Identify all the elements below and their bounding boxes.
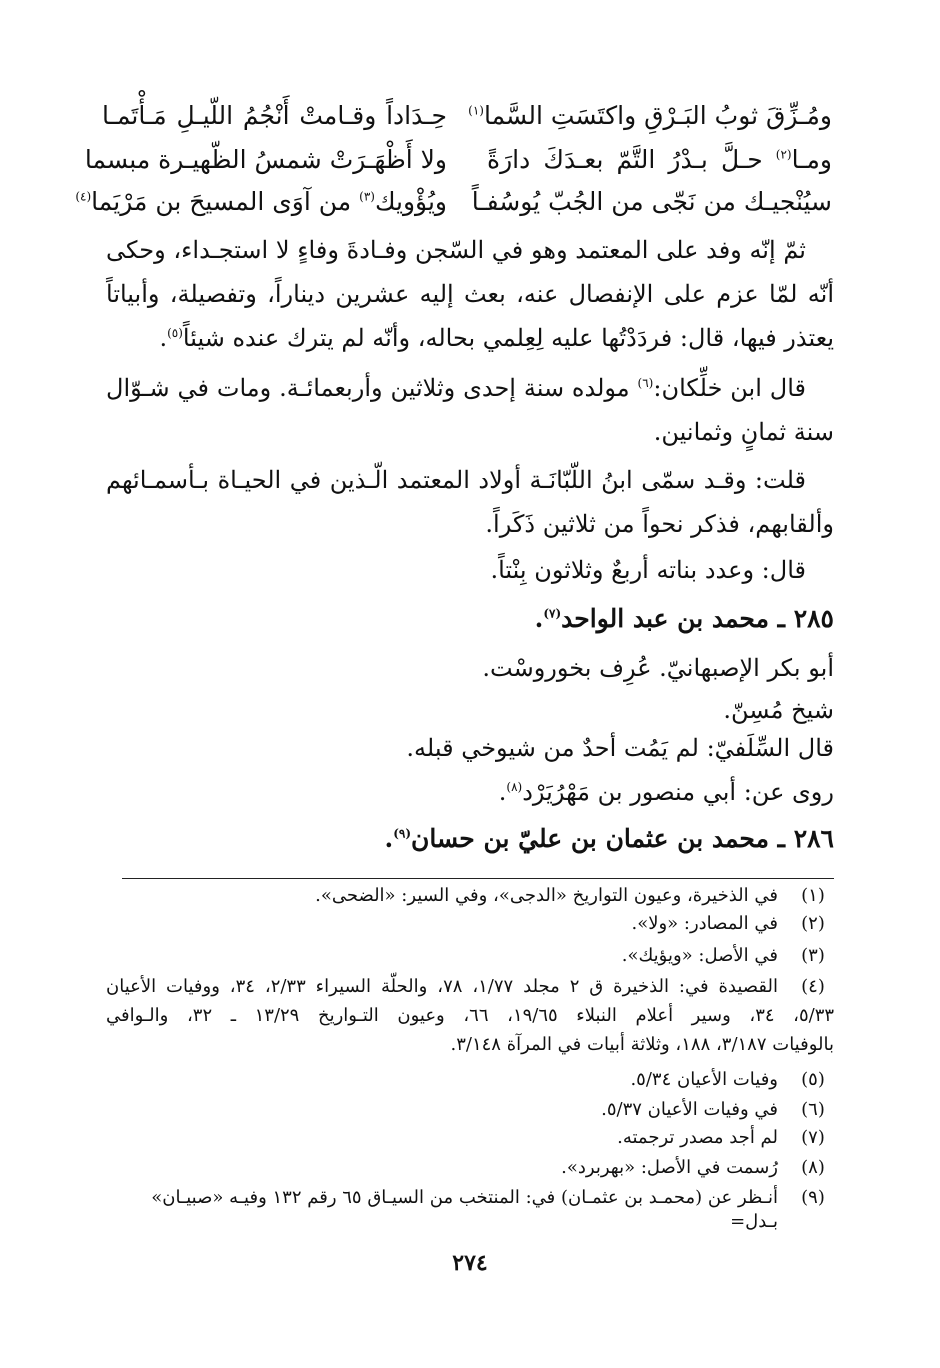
poem-verse-2 bbox=[84, 130, 832, 174]
entry-285-description: شيخ مُسِنّ. bbox=[723, 696, 834, 724]
poem-verse-3 bbox=[75, 172, 832, 216]
footnote-6: (٦) في وفيات الأعيان ٥/٣٧. bbox=[601, 1099, 825, 1120]
verse-2-first-hemistich: ومـا$^{(٢)}$ حـلَّ بـدْرُ التَّمّ بعـدَكَ دارَةً bbox=[487, 145, 832, 174]
poem-verse-1 bbox=[102, 86, 832, 130]
verse-2-second-hemistich: ولا أَظْهَـرَتْ شمسُ الظّهيـرة مبسما bbox=[84, 145, 447, 174]
footnote-4: (٤) القصيدة في: الذخيرة ق ٢ مجلد ١/٧٧، ٧٨، والحلّة السيراء ٢/٣٣، ٣٤، ووفيات الأعيان ٥/٣٣، ٣٤، وسير أعلام النبلاء ١٩/٦٥، ٦٦، وعيون التـواريخ ١٣/٢٩ ـ ٣٢، والـوافي بالوفيات ٣/١٨٧، ١٨٨، وثلاثة أبيات في المرآة ٣/١٤٨. bbox=[106, 976, 835, 1055]
footnote-5: (٥) وفيات الأعيان ٥/٣٤. bbox=[630, 1069, 825, 1090]
paragraph-daughters-count: قال: وعدد بناته أربعٌ وثلاثون بِنْتاً. bbox=[490, 556, 806, 584]
verse-3-second-hemistich: ويُؤْويك$^{(٣)}$ من آوَى المسيحَ بن مَرْيَما$^{(٤)}$ bbox=[75, 187, 447, 216]
footnote-7: (٧) لم أجد مصدر ترجمته. bbox=[617, 1127, 825, 1148]
page-number: ٢٧٤ bbox=[452, 1250, 488, 1276]
footnote-9: (٩) أنـظر عن (محمـد بن عثمـان) في: المنتخب من السيـاق ٦٥ رقم ١٣٢ وفيـه «صبيـان» بـدل= bbox=[151, 1187, 825, 1232]
entry-285-silafi-quote: قال السِّلَفيّ: لم يَمُت أحدٌ من شيوخي قبله. bbox=[406, 734, 834, 762]
footnote-3: (٣) في الأصل: «ويؤيك». bbox=[621, 945, 825, 966]
entry-286-heading: ٢٨٦ ـ محمد بن عثمان بن عليّ بن حسان$^{(٩)}$. bbox=[384, 824, 834, 853]
footnote-2: (٢) في المصادر: «ولا». bbox=[631, 913, 825, 934]
paragraph-ibn-khallikan: قال ابن خلِّكان:$^{(٦)}$ مولده سنة إحدى وثلاثين وأربعمائـة. ومات في شـوّال سنة ثمانٍ وثمانين. bbox=[106, 374, 834, 446]
footnote-8: (٨) رُسمت في الأصل: «بهربرد». bbox=[561, 1157, 825, 1178]
verse-1-first-hemistich: ومُـزِّقَ ثوبُ البَـرْقِ واكتَسَتِ السَّما$^{(١)}$ bbox=[468, 101, 832, 130]
entry-285-narrated-from: روى عن: أبي منصور بن مَهْرُيَرْد$^{(٨)}$. bbox=[498, 778, 834, 806]
verse-3-first-hemistich: سيُنْجيـك من نَجّى من الجُبّ يُوسُفـاً bbox=[471, 187, 832, 216]
footnote-1: (١) في الذخيرة، وعيون التواريخ «الدجى»، وفي السير: «الضحى». bbox=[315, 885, 825, 906]
verse-1-second-hemistich: حِـدَاداً وقـامتْ أَنْجُمُ اللّيـلِ مَـأْتَمـا bbox=[102, 101, 447, 130]
entry-285-kunya: أبو بكر الإصبهانيّ. عُرِف بخوروسْت. bbox=[482, 654, 834, 682]
paragraph-children-names: قلت: وقـد سمّى ابنُ اللّبّانَـة أولاد المعتمد الّـذين في الحيـاة بـأسمـائهم وألقابهم، فذكر نحواً من ثلاثين ذَكَراً. bbox=[106, 466, 834, 538]
entry-285-heading: ٢٨٥ ـ محمد بن عبد الواحد$^{(٧)}$. bbox=[534, 604, 834, 633]
footnote-separator bbox=[122, 878, 834, 879]
paragraph-mutamid-visit: ثمّ إنّه وفد على المعتمد وهو في السّجن وفـادةَ وفاءٍ لا استجـداء، وحكى أنّه لمّا عزم على الإنفصال عنه، بعث إليه عشرين ديناراً، وتفصيلة، وأبياتاً يعتذر فيها، قال: فردَدْتُها عليه لِعِلمي بحاله، وأنّه لم يترك عنده شيئاً$^{(٥)}$. bbox=[106, 236, 834, 352]
